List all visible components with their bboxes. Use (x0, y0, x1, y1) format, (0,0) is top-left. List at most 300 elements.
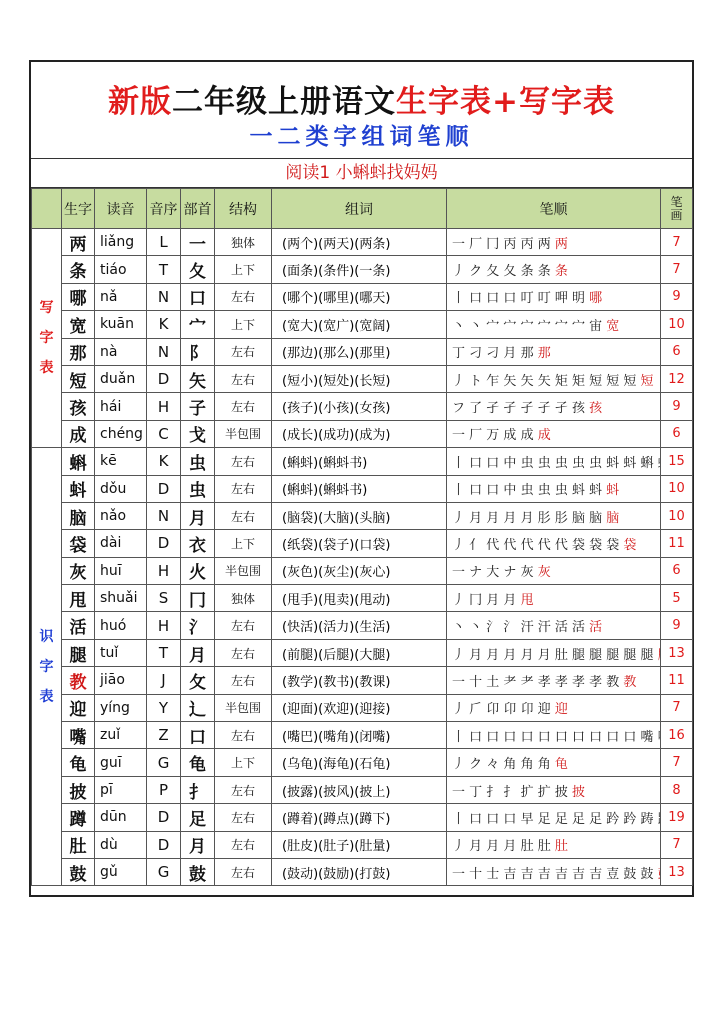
radical-cell: 月 (181, 639, 215, 666)
stroke-step: 口 (503, 291, 521, 307)
strokes-cell (447, 338, 661, 365)
stroke-step: 迎 (554, 702, 568, 718)
pinyin-cell: yíng (95, 694, 147, 721)
stroke-step: 孑 (537, 401, 555, 417)
char-cell: 嘴 (62, 722, 95, 749)
words-cell: (短小)(短处)(长短) (272, 365, 447, 392)
radical-cell: 鼓 (181, 858, 215, 885)
stroke-step: 口 (606, 729, 624, 745)
stroke-step: 活 (554, 620, 572, 636)
stroke-step: 月 (503, 647, 521, 663)
stroke-step: 丁 (452, 346, 470, 362)
stroke-step: 孩 (571, 401, 590, 417)
stroke-count-cell: 7 (661, 256, 693, 283)
strokes-cell (447, 557, 661, 584)
stroke-step: 口 (469, 483, 487, 499)
stroke-step: 々 (486, 757, 504, 773)
stroke-step: ト (469, 373, 487, 389)
stroke-step: 丨 (452, 291, 470, 307)
structure-cell: 左右 (215, 338, 272, 365)
pinyin-cell: huó (95, 612, 147, 639)
pinyin-cell: nǎ (95, 283, 147, 310)
strokes-cell (447, 256, 661, 283)
stroke-step: 代 (520, 537, 538, 553)
char-cell: 条 (62, 256, 95, 283)
stroke-step: 腿 (640, 647, 658, 663)
char-cell: 宽 (62, 311, 95, 338)
stroke-step: 袋 (623, 537, 637, 553)
stroke-step: 孩 (589, 401, 603, 417)
title-part-new: 新版 (108, 84, 172, 120)
page-subtitle: 一二类字组词笔顺 (249, 123, 474, 150)
section-label-write: 写 字 表 (32, 229, 62, 448)
words-cell: (甩手)(甩卖)(甩动) (272, 585, 447, 612)
stroke-step: 丿 (452, 702, 470, 718)
stroke-step: 教 (623, 674, 637, 690)
words-cell: (披露)(披风)(披上) (272, 776, 447, 803)
stroke-step: 孝 (589, 674, 607, 690)
initial-cell: G (147, 749, 181, 776)
initial-cell: Z (147, 722, 181, 749)
strokes-cell (447, 420, 661, 447)
table-row (32, 585, 693, 612)
stroke-step: 口 (486, 729, 504, 745)
strokes-cell (447, 311, 661, 338)
stroke-step: 成 (503, 428, 521, 444)
radical-cell: 火 (181, 557, 215, 584)
stroke-step: 那 (537, 346, 551, 362)
stroke-step: 口 (537, 729, 555, 745)
table-row (32, 311, 693, 338)
stroke-step: 龟 (554, 757, 568, 773)
table-row (32, 393, 693, 420)
stroke-step: 短 (640, 373, 654, 389)
words-cell: (蹲着)(蹲点)(蹲下) (272, 804, 447, 831)
strokes-cell (447, 694, 661, 721)
stroke-count-cell: 6 (661, 338, 693, 365)
stroke-step: 代 (554, 537, 572, 553)
stroke-step: ク (469, 757, 487, 773)
char-cell: 教 (62, 667, 95, 694)
initial-cell: D (147, 831, 181, 858)
pinyin-cell: duǎn (95, 365, 147, 392)
stroke-step: 肚 (537, 839, 555, 855)
radical-cell: 虫 (181, 475, 215, 502)
stroke-step: 丨 (452, 455, 470, 471)
stroke-step: 口 (486, 811, 504, 827)
stroke-step: 宀 (537, 318, 555, 334)
stroke-step: 虫 (571, 455, 590, 471)
stroke-step: 丶 (469, 318, 487, 334)
stroke-step: 披 (554, 784, 572, 800)
structure-cell: 左右 (215, 804, 272, 831)
stroke-count-cell: 10 (661, 502, 693, 529)
stroke-step: 冂 (469, 592, 487, 608)
structure-cell: 上下 (215, 256, 272, 283)
char-cell: 披 (62, 776, 95, 803)
structure-cell: 上下 (215, 749, 272, 776)
stroke-step: 披 (571, 784, 585, 800)
stroke-step: 角 (537, 757, 555, 773)
stroke-count-cell: 13 (661, 858, 693, 885)
stroke-step: 宀 (486, 318, 504, 334)
stroke-step: 足 (554, 811, 572, 827)
char-cell: 孩 (62, 393, 95, 420)
stroke-step: 鼓 (640, 866, 658, 882)
stroke-count-cell: 12 (661, 365, 693, 392)
radical-cell: 矢 (181, 365, 215, 392)
stroke-step: 两 (537, 236, 555, 252)
stroke-step: 矢 (503, 373, 521, 389)
words-cell: (肚皮)(肚子)(肚量) (272, 831, 447, 858)
initial-cell: H (147, 393, 181, 420)
stroke-step: 丿 (452, 264, 470, 280)
stroke-step: 汗 (537, 620, 555, 636)
title-part-grade: 二年级上册语文 (172, 84, 396, 120)
stroke-step: 一 (452, 428, 470, 444)
stroke-step: 夂 (486, 264, 504, 280)
stroke-step: 中 (503, 455, 521, 471)
stroke-step: 月 (486, 592, 504, 608)
stroke-step: 丙 (503, 236, 521, 252)
stroke-step: 趻 (606, 811, 624, 827)
pinyin-cell: dài (95, 530, 147, 557)
stroke-step: 孝 (571, 674, 590, 690)
stroke-step: 口 (469, 291, 487, 307)
stroke-step: 鼓 (623, 866, 641, 882)
pinyin-cell: pī (95, 776, 147, 803)
stroke-step: 腿 (606, 647, 624, 663)
stroke-step: 迎 (537, 702, 555, 718)
pinyin-cell: kuān (95, 311, 147, 338)
stroke-step: 月 (503, 510, 521, 526)
stroke-count-cell: 7 (661, 229, 693, 256)
stroke-step: 丨 (452, 729, 470, 745)
stroke-step: 宽 (606, 318, 620, 334)
stroke-step: 成 (537, 428, 551, 444)
radical-cell: 口 (181, 283, 215, 310)
words-cell: (蝌蚪)(蝌蚪书) (272, 448, 447, 475)
stroke-step: 乍 (486, 373, 504, 389)
stroke-step: ナ (503, 565, 521, 581)
stroke-step: 丿 (452, 510, 470, 526)
pinyin-cell: liǎng (95, 229, 147, 256)
stroke-step: 丿 (452, 592, 470, 608)
stroke-step: 丿 (452, 373, 470, 389)
stroke-step: 脑 (606, 510, 620, 526)
stroke-step: 孑 (520, 401, 538, 417)
words-cell: (乌龟)(海龟)(石龟) (272, 749, 447, 776)
stroke-step: 月 (469, 839, 487, 855)
stroke-step: 扩 (537, 784, 555, 800)
stroke-step: 条 (537, 264, 555, 280)
pinyin-cell: gǔ (95, 858, 147, 885)
pinyin-cell: hái (95, 393, 147, 420)
radical-cell: 子 (181, 393, 215, 420)
stroke-step: 肜 (537, 510, 555, 526)
stroke-step: 口 (503, 811, 521, 827)
header-count-label: 笔 画 (670, 194, 683, 222)
stroke-step: 月 (503, 346, 521, 362)
radical-cell: 一 (181, 229, 215, 256)
stroke-step: 丶 (469, 620, 487, 636)
stroke-step: 活 (571, 620, 590, 636)
initial-cell: H (147, 557, 181, 584)
strokes-cell (447, 585, 661, 612)
stroke-step: 大 (486, 565, 504, 581)
initial-cell: T (147, 256, 181, 283)
char-cell: 那 (62, 338, 95, 365)
words-cell: (快活)(活力)(生活) (272, 612, 447, 639)
stroke-step: ク (469, 264, 487, 280)
stroke-step: 蚪 (589, 483, 607, 499)
stroke-step: 虫 (554, 455, 572, 471)
stroke-step: 孝 (537, 674, 555, 690)
stroke-step: 虫 (520, 455, 538, 471)
table-row (32, 475, 693, 502)
table-row (32, 722, 693, 749)
pinyin-cell: zuǐ (95, 722, 147, 749)
stroke-step: 腿 (589, 647, 607, 663)
initial-cell: T (147, 639, 181, 666)
stroke-step: 短 (623, 373, 641, 389)
strokes-cell (447, 365, 661, 392)
stroke-step: 蚪 (606, 483, 620, 499)
stroke-step: 甩 (520, 592, 534, 608)
table-row (32, 365, 693, 392)
stroke-step: 十 (469, 866, 487, 882)
stroke-step: 角 (520, 757, 538, 773)
character-table (31, 188, 693, 886)
radical-cell: 扌 (181, 776, 215, 803)
stroke-step: 吉 (571, 866, 590, 882)
worksheet-frame (29, 60, 694, 897)
stroke-step: 矢 (520, 373, 538, 389)
stroke-step: 月 (503, 592, 521, 608)
stroke-count-cell: 8 (661, 776, 693, 803)
pinyin-cell: dù (95, 831, 147, 858)
stroke-step: 口 (503, 729, 521, 745)
stroke-step: 一 (452, 565, 470, 581)
words-cell: (鼓动)(鼓励)(打鼓) (272, 858, 447, 885)
stroke-step: 吉 (503, 866, 521, 882)
char-cell: 蝌 (62, 448, 95, 475)
stroke-count-cell: 13 (661, 639, 693, 666)
table-row (32, 256, 693, 283)
words-cell: (迎面)(欢迎)(迎接) (272, 694, 447, 721)
stroke-count-cell: 10 (661, 475, 693, 502)
structure-cell: 左右 (215, 612, 272, 639)
stroke-step: 腿 (623, 647, 641, 663)
stroke-step: 扩 (520, 784, 538, 800)
title-area (31, 62, 692, 158)
stroke-step: 十 (469, 674, 487, 690)
table-row (32, 858, 693, 885)
words-cell: (成长)(成功)(成为) (272, 420, 447, 447)
stroke-step: 代 (503, 537, 521, 553)
table-row (32, 667, 693, 694)
stroke-step: 口 (589, 729, 607, 745)
stroke-step: 蝌 (640, 455, 658, 471)
pinyin-cell: nà (95, 338, 147, 365)
stroke-step: 孝 (554, 674, 572, 690)
stroke-step: 月 (503, 839, 521, 855)
structure-cell: 左右 (215, 667, 272, 694)
stroke-step: 脑 (589, 510, 607, 526)
stroke-step: 氵 (503, 620, 521, 636)
stroke-step: 月 (486, 647, 504, 663)
stroke-step: 刁 (486, 346, 504, 362)
radical-cell: 月 (181, 502, 215, 529)
table-row (32, 776, 693, 803)
stroke-step: 蚪 (623, 455, 641, 471)
pinyin-cell: chéng (95, 420, 147, 447)
strokes-cell (447, 475, 661, 502)
stroke-count-cell: 9 (661, 283, 693, 310)
stroke-step: 中 (503, 483, 521, 499)
stroke-step: 虫 (537, 483, 555, 499)
initial-cell: D (147, 475, 181, 502)
table-row (32, 804, 693, 831)
words-cell: (蝌蚪)(蝌蚪书) (272, 475, 447, 502)
header-row (32, 189, 693, 229)
initial-cell: L (147, 229, 181, 256)
radical-cell: 宀 (181, 311, 215, 338)
stroke-count-cell: 5 (661, 585, 693, 612)
initial-cell: N (147, 283, 181, 310)
pinyin-cell: jiāo (95, 667, 147, 694)
strokes-cell (447, 667, 661, 694)
char-cell: 蚪 (62, 475, 95, 502)
stroke-step: 一 (452, 866, 470, 882)
stroke-step: 口 (486, 291, 504, 307)
stroke-step: 丶 (452, 318, 470, 334)
stroke-step: 土 (486, 674, 504, 690)
strokes-cell (447, 776, 661, 803)
header-strokes: 笔顺 (447, 189, 661, 229)
stroke-step: 活 (589, 620, 603, 636)
pinyin-cell: shuǎi (95, 585, 147, 612)
structure-cell: 左右 (215, 722, 272, 749)
title-part-tables: 生字表+写字表 (396, 84, 615, 120)
header-initial: 音序 (147, 189, 181, 229)
structure-cell: 半包围 (215, 557, 272, 584)
stroke-step: 吉 (520, 866, 538, 882)
words-cell: (孩子)(小孩)(女孩) (272, 393, 447, 420)
table-row (32, 831, 693, 858)
pinyin-cell: tiáo (95, 256, 147, 283)
words-cell: (教学)(教书)(教课) (272, 667, 447, 694)
words-cell: (嘴巴)(嘴角)(闭嘴) (272, 722, 447, 749)
initial-cell: J (147, 667, 181, 694)
stroke-step: 肚 (520, 839, 538, 855)
stroke-step: 口 (469, 729, 487, 745)
stroke-step: 袋 (589, 537, 607, 553)
stroke-step: 吉 (589, 866, 607, 882)
stroke-step: 口 (469, 811, 487, 827)
structure-cell: 独体 (215, 229, 272, 256)
stroke-step: 万 (486, 428, 504, 444)
char-cell: 脑 (62, 502, 95, 529)
stroke-step: 一 (452, 784, 470, 800)
stroke-step: 壴 (606, 866, 624, 882)
stroke-step: 虫 (554, 483, 572, 499)
stroke-step: 丿 (452, 757, 470, 773)
initial-cell: N (147, 338, 181, 365)
table-row (32, 639, 693, 666)
stroke-step: 角 (503, 757, 521, 773)
strokes-cell (447, 722, 661, 749)
radical-cell: 阝 (181, 338, 215, 365)
stroke-step: 肚 (554, 647, 572, 663)
words-cell: (纸袋)(袋子)(口袋) (272, 530, 447, 557)
structure-cell: 左右 (215, 448, 272, 475)
initial-cell: C (147, 420, 181, 447)
stroke-step: 叮 (537, 291, 555, 307)
table-row (32, 283, 693, 310)
table-row (32, 338, 693, 365)
pinyin-cell: huī (95, 557, 147, 584)
initial-cell: D (147, 530, 181, 557)
radical-cell: 龟 (181, 749, 215, 776)
structure-cell: 半包围 (215, 694, 272, 721)
stroke-step: 月 (469, 510, 487, 526)
stroke-step: 足 (571, 811, 590, 827)
char-cell: 成 (62, 420, 95, 447)
stroke-step: 丿 (452, 537, 470, 553)
stroke-step: 卬 (520, 702, 538, 718)
words-cell: (哪个)(哪里)(哪天) (272, 283, 447, 310)
structure-cell: 左右 (215, 502, 272, 529)
strokes-cell (447, 749, 661, 776)
pinyin-cell: nǎo (95, 502, 147, 529)
words-cell: (前腿)(后腿)(大腿) (272, 639, 447, 666)
words-cell: (灰色)(灰尘)(灰心) (272, 557, 447, 584)
header-radical: 部首 (181, 189, 215, 229)
structure-cell: 左右 (215, 639, 272, 666)
radical-cell: 氵 (181, 612, 215, 639)
stroke-step: 虫 (589, 455, 607, 471)
strokes-cell (447, 612, 661, 639)
initial-cell: Y (147, 694, 181, 721)
stroke-step: 口 (486, 483, 504, 499)
stroke-step: 嘴 (640, 729, 658, 745)
stroke-step: 矩 (571, 373, 590, 389)
stroke-step: 耂 (520, 674, 538, 690)
stroke-step: 吉 (554, 866, 572, 882)
radical-cell: 虫 (181, 448, 215, 475)
stroke-step: 了 (469, 401, 487, 417)
structure-cell: 左右 (215, 831, 272, 858)
table-row (32, 229, 693, 256)
char-cell: 迎 (62, 694, 95, 721)
stroke-step: 肜 (554, 510, 572, 526)
stroke-count-cell: 7 (661, 831, 693, 858)
table-row (32, 530, 693, 557)
stroke-step: フ (452, 401, 470, 417)
header-blank (32, 189, 62, 229)
stroke-step: 足 (537, 811, 555, 827)
structure-cell: 独体 (215, 585, 272, 612)
stroke-step: 灰 (537, 565, 551, 581)
stroke-count-cell: 19 (661, 804, 693, 831)
radical-cell: 衣 (181, 530, 215, 557)
stroke-count-cell: 6 (661, 420, 693, 447)
stroke-count-cell: 10 (661, 311, 693, 338)
structure-cell: 左右 (215, 283, 272, 310)
radical-cell: 冂 (181, 585, 215, 612)
stroke-step: 踌 (640, 811, 658, 827)
